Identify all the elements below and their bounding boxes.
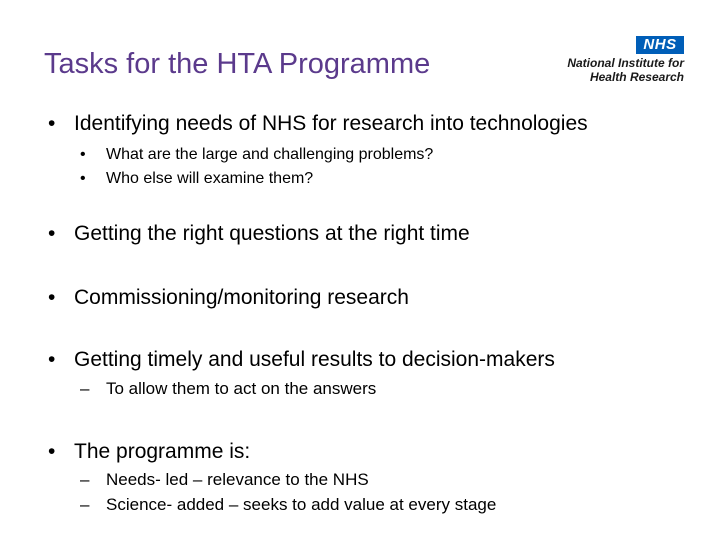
bullet-marker: • bbox=[48, 112, 56, 135]
bullet-text: To allow them to act on the answers bbox=[106, 379, 377, 398]
bullet-timely-results bbox=[48, 348, 555, 372]
bullet-text: Identifying needs of NHS for research into technologies bbox=[74, 112, 588, 135]
dash-marker: – bbox=[80, 379, 90, 398]
logo-line-2: Health Research bbox=[589, 70, 684, 84]
sub-dash-needs-led bbox=[80, 470, 369, 490]
bullet-marker: • bbox=[80, 146, 86, 163]
bullet-marker: • bbox=[80, 170, 86, 187]
logo-line-1: National Institute for bbox=[567, 56, 684, 70]
bullet-text: Science- added – seeks to add value at every stage bbox=[106, 495, 497, 514]
nihr-logo bbox=[552, 36, 684, 86]
bullet-text: Who else will examine them? bbox=[106, 170, 314, 187]
nhs-logo-badge: NHS bbox=[636, 36, 684, 54]
bullet-text: Commissioning/monitoring research bbox=[74, 286, 409, 309]
slide-title: Tasks for the HTA Programme bbox=[44, 48, 431, 80]
bullet-marker: • bbox=[48, 348, 56, 371]
bullet-text: What are the large and challenging problems? bbox=[106, 146, 434, 163]
bullet-text: Getting timely and useful results to decision-makers bbox=[74, 348, 555, 371]
sub-bullet-who-else bbox=[80, 170, 313, 188]
bullet-text: Getting the right questions at the right time bbox=[74, 222, 470, 245]
bullet-commissioning bbox=[48, 286, 409, 310]
bullet-marker: • bbox=[48, 222, 56, 245]
bullet-text: Needs- led – relevance to the NHS bbox=[106, 470, 369, 489]
bullet-right-questions bbox=[48, 222, 470, 246]
bullet-marker: • bbox=[48, 286, 56, 309]
bullet-identifying-needs bbox=[48, 112, 588, 136]
bullet-programme-is bbox=[48, 440, 250, 464]
sub-dash-act-on-answers bbox=[80, 379, 376, 399]
sub-dash-science-added bbox=[80, 495, 496, 515]
bullet-text: The programme is: bbox=[74, 440, 251, 463]
sub-bullet-large-problems bbox=[80, 146, 433, 164]
bullet-marker: • bbox=[48, 440, 56, 463]
dash-marker: – bbox=[80, 495, 90, 514]
dash-marker: – bbox=[80, 470, 90, 489]
